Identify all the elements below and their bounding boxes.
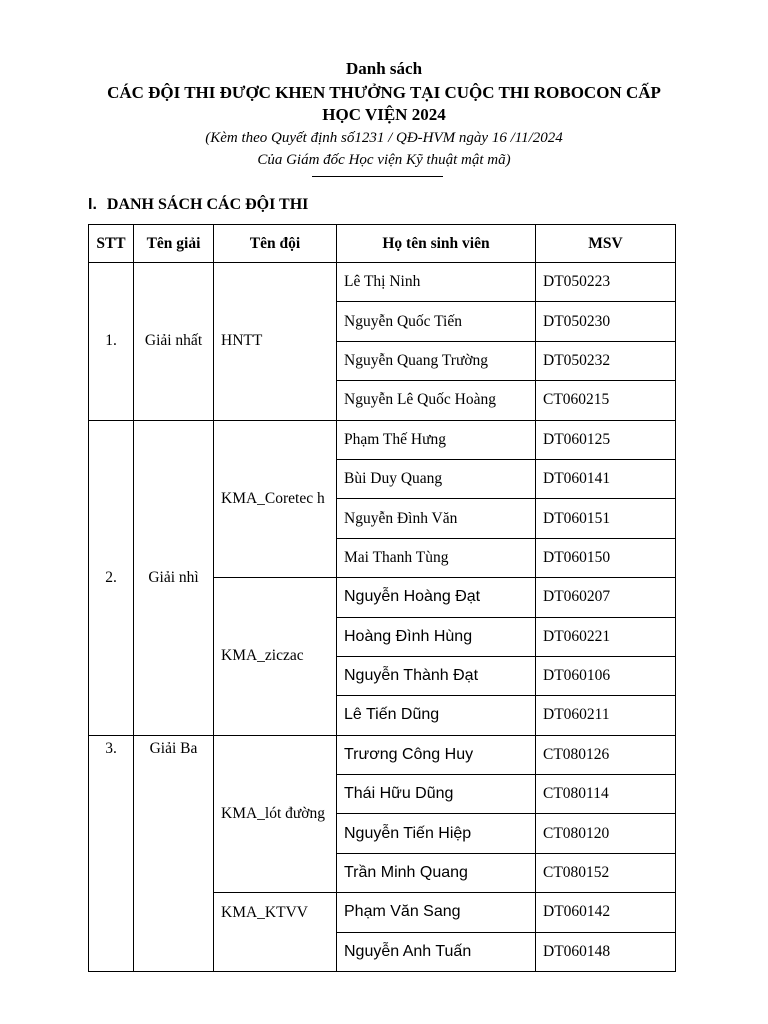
student-name-cell: Nguyễn Hoàng Đạt <box>337 578 536 617</box>
student-name-cell: Nguyễn Quốc Tiến <box>337 302 536 341</box>
team-cell: HNTT <box>214 263 337 421</box>
student-id-cell: DT050223 <box>536 263 676 302</box>
student-name-cell: Bùi Duy Quang <box>337 459 536 498</box>
student-id-cell: DT060150 <box>536 538 676 577</box>
student-name-cell: Phạm Văn Sang <box>337 893 536 932</box>
student-name-cell: Trương Công Huy <box>337 735 536 774</box>
table-row <box>89 263 676 302</box>
column-header: Họ tên sinh viên <box>337 225 536 263</box>
section-title: DANH SÁCH CÁC ĐỘI THI <box>106 196 309 213</box>
student-name-cell: Nguyễn Thành Đạt <box>337 656 536 695</box>
student-name-cell: Lê Tiến Dũng <box>337 696 536 735</box>
student-id-cell: DT060125 <box>536 420 676 459</box>
student-name-cell: Thái Hữu Dũng <box>337 775 536 814</box>
stt-cell: 2. <box>89 420 134 735</box>
student-name-cell: Nguyễn Quang Trường <box>337 341 536 380</box>
team-cell: KMA_Coretec h <box>214 420 337 578</box>
table-header-row <box>89 225 676 263</box>
team-cell: KMA_lót đường <box>214 735 337 893</box>
student-id-cell: DT060148 <box>536 932 676 971</box>
student-name-cell: Nguyễn Đình Văn <box>337 499 536 538</box>
team-cell: KMA_KTVV <box>214 893 337 972</box>
student-id-cell: CT060215 <box>536 381 676 420</box>
column-header: Tên đội <box>214 225 337 263</box>
student-name-cell: Trần Minh Quang <box>337 853 536 892</box>
table-row <box>89 420 676 459</box>
column-header: MSV <box>536 225 676 263</box>
prize-cell: Giải nhì <box>134 420 214 735</box>
column-header: Tên giải <box>134 225 214 263</box>
prize-cell: Giải Ba <box>134 735 214 971</box>
stt-cell: 3. <box>89 735 134 971</box>
table-row <box>89 735 676 774</box>
student-id-cell: DT060221 <box>536 617 676 656</box>
student-name-cell: Nguyễn Anh Tuấn <box>337 932 536 971</box>
student-id-cell: DT060151 <box>536 499 676 538</box>
column-header: STT <box>89 225 134 263</box>
student-name-cell: Nguyễn Tiến Hiệp <box>337 814 536 853</box>
prize-cell: Giải nhất <box>134 263 214 421</box>
teams-table <box>88 224 676 972</box>
document-subtitle: CÁC ĐỘI THI ĐƯỢC KHEN THƯỞNG TẠI CUỘC THI ROBOCON CẤP HỌC VIỆN 2024 <box>107 83 661 124</box>
issuer-line: Của Giám đốc Học viện Kỹ thuật mật mã) <box>257 152 511 168</box>
header-divider <box>312 176 443 177</box>
student-id-cell: CT080126 <box>536 735 676 774</box>
student-id-cell: DT060106 <box>536 656 676 695</box>
student-id-cell: CT080120 <box>536 814 676 853</box>
stt-cell: 1. <box>89 263 134 421</box>
section-number: I. <box>88 196 97 213</box>
student-id-cell: DT050230 <box>536 302 676 341</box>
student-id-cell: DT060141 <box>536 459 676 498</box>
document-title: Danh sách <box>345 59 423 78</box>
student-id-cell: DT060207 <box>536 578 676 617</box>
student-id-cell: CT080152 <box>536 853 676 892</box>
student-id-cell: DT050232 <box>536 341 676 380</box>
team-cell: KMA_ziczac <box>214 578 337 736</box>
student-id-cell: CT080114 <box>536 775 676 814</box>
student-name-cell: Mai Thanh Tùng <box>337 538 536 577</box>
student-id-cell: DT060211 <box>536 696 676 735</box>
student-id-cell: DT060142 <box>536 893 676 932</box>
section-heading <box>88 194 308 216</box>
student-name-cell: Phạm Thế Hưng <box>337 420 536 459</box>
decision-reference: (Kèm theo Quyết định số1231 / QĐ-HVM ngày 16 /11/2024 <box>205 130 563 146</box>
student-name-cell: Hoàng Đình Hùng <box>337 617 536 656</box>
student-name-cell: Lê Thị Ninh <box>337 263 536 302</box>
student-name-cell: Nguyễn Lê Quốc Hoàng <box>337 381 536 420</box>
